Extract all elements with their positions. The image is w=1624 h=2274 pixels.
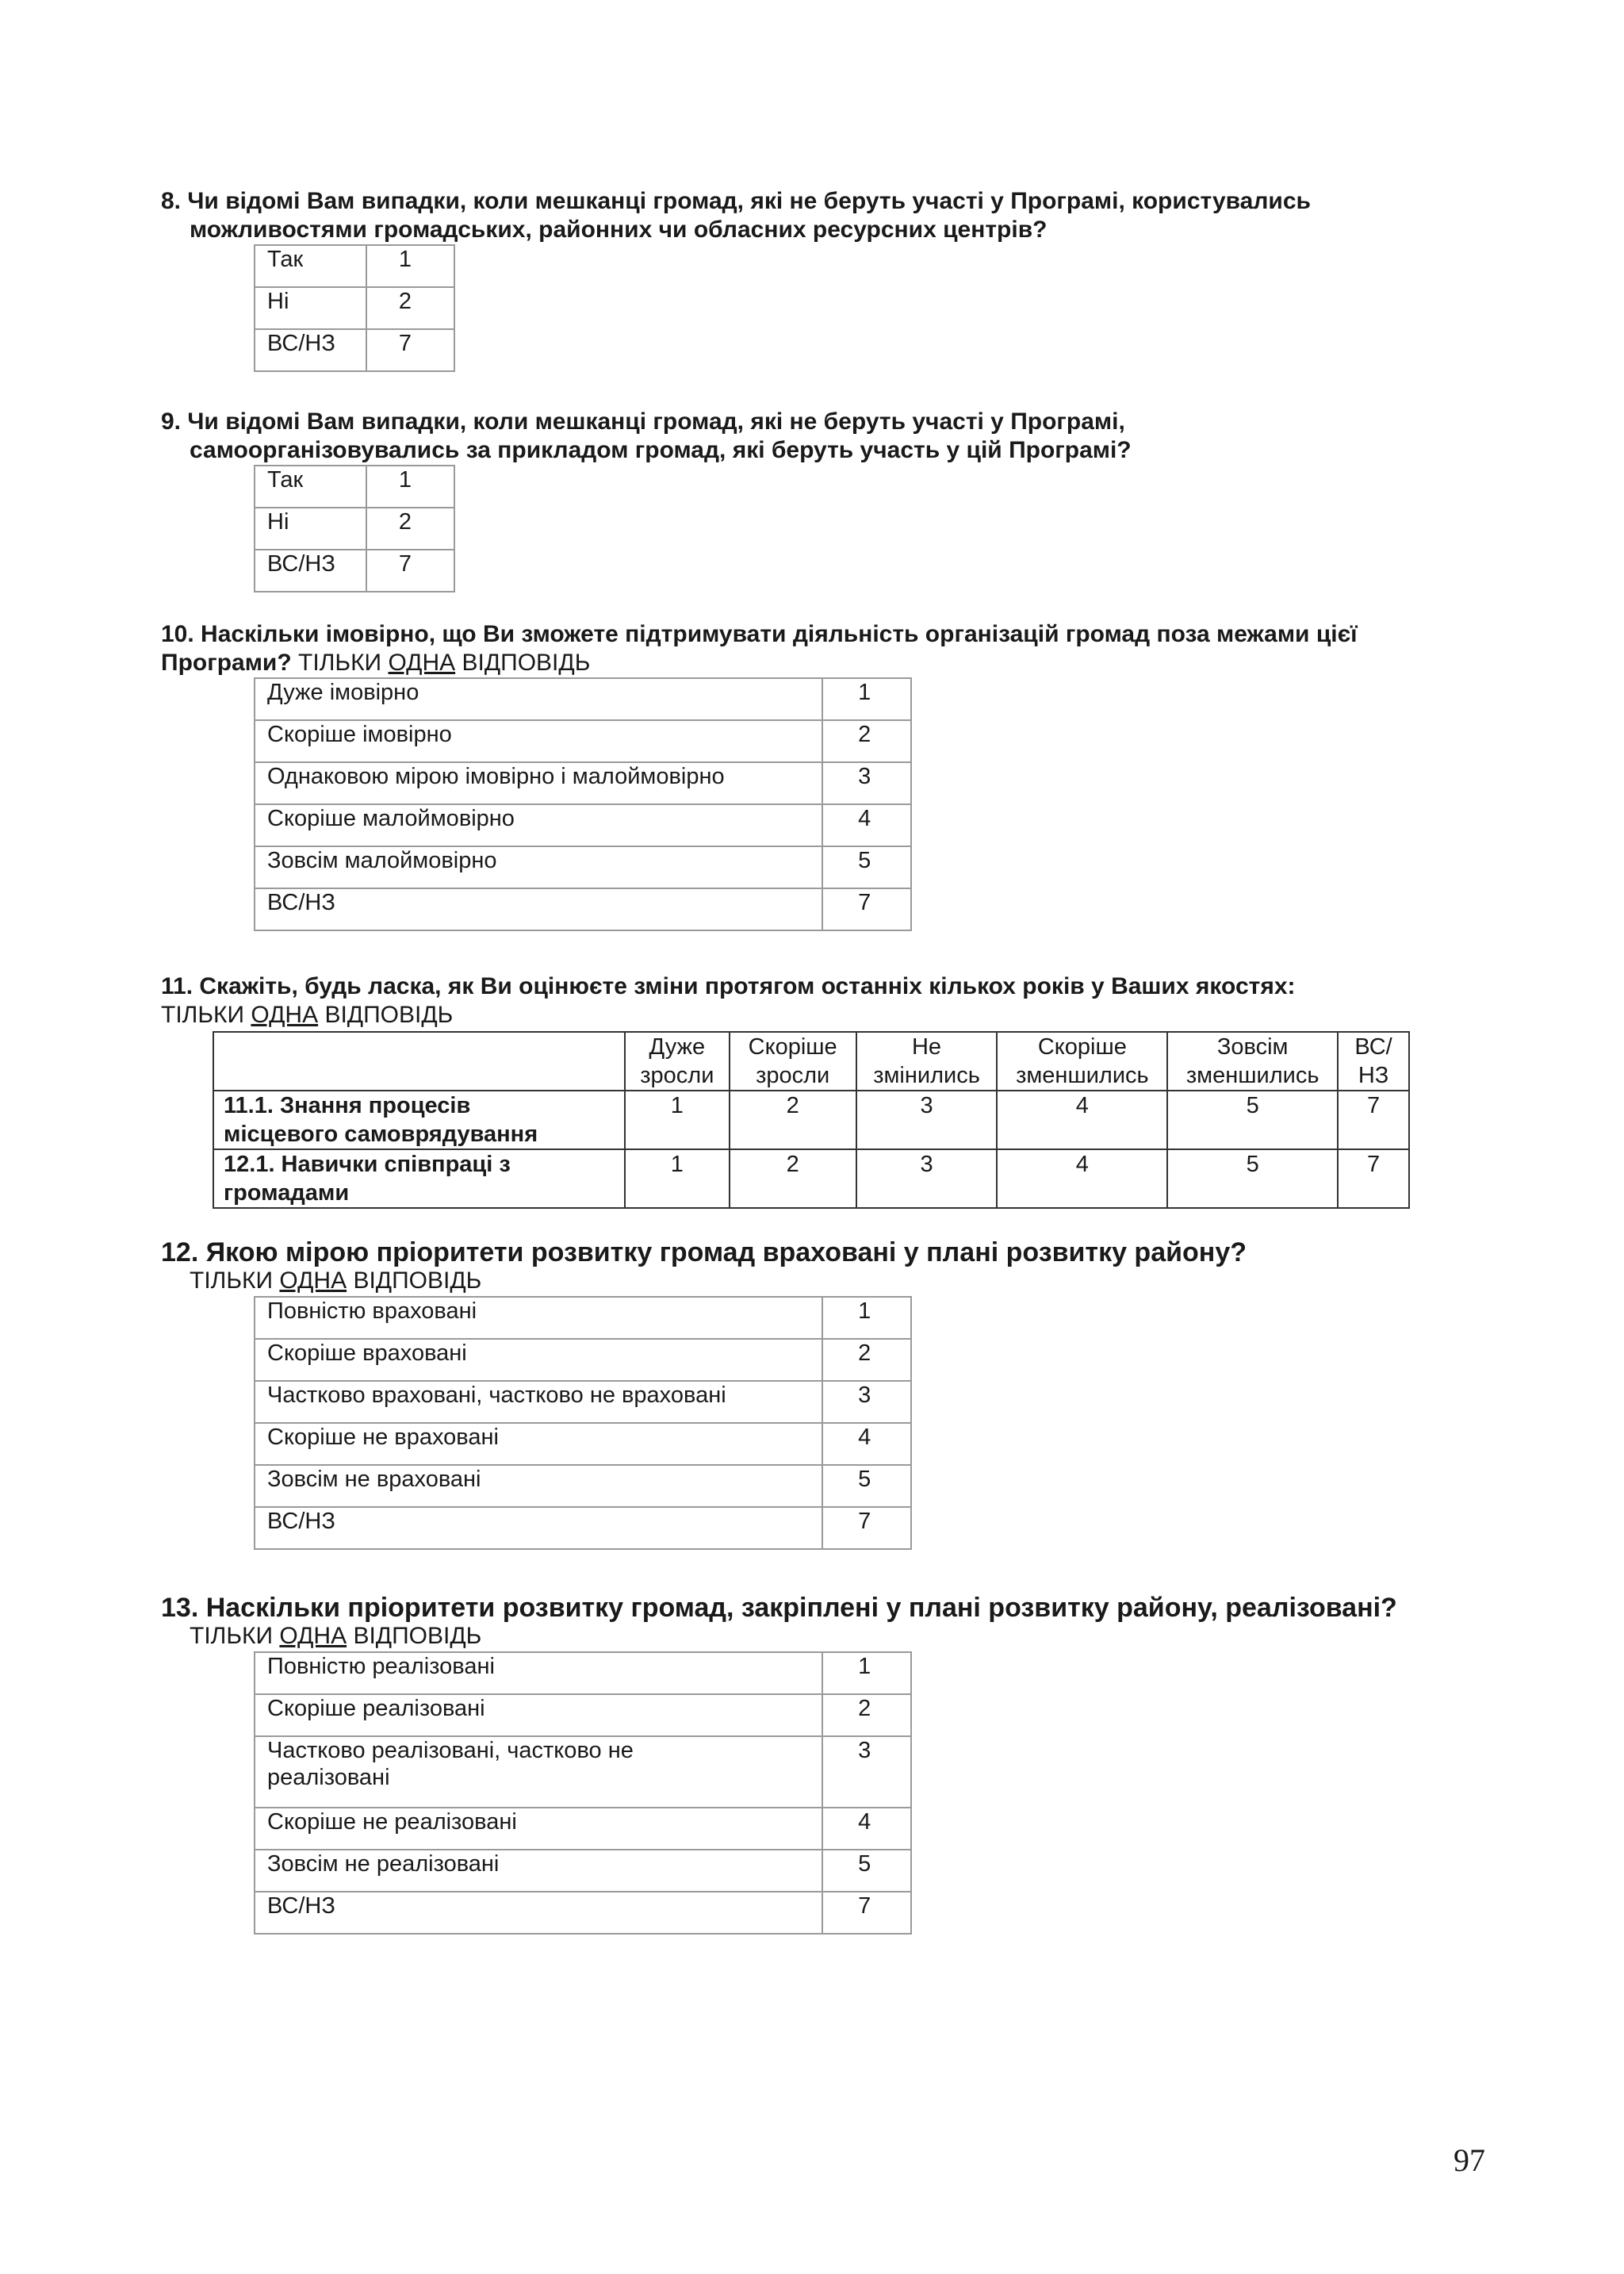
option-label: Зовсім не враховані bbox=[255, 1465, 822, 1507]
option-row[interactable] bbox=[255, 1423, 911, 1465]
option-code: 7 bbox=[366, 550, 454, 592]
option-label: Скоріше не реалізовані bbox=[255, 1808, 822, 1850]
question-8-line1: 8. Чи відомі Вам випадки, коли мешканці громад, які не беруть участі у Програмі, користувались bbox=[161, 188, 1311, 214]
grid-cell[interactable]: 5 bbox=[1167, 1149, 1338, 1208]
option-label: Так bbox=[255, 466, 366, 508]
option-code: 5 bbox=[822, 846, 911, 888]
option-label: Так bbox=[255, 245, 366, 287]
option-row[interactable] bbox=[255, 1808, 911, 1850]
grid-column-header: Зовсім зменшились bbox=[1167, 1032, 1338, 1091]
option-code: 2 bbox=[366, 508, 454, 550]
grid-cell[interactable]: 7 bbox=[1338, 1149, 1409, 1208]
option-label: Ні bbox=[255, 508, 366, 550]
option-row[interactable] bbox=[255, 1892, 911, 1934]
option-row[interactable] bbox=[255, 287, 454, 329]
question-8-options bbox=[254, 244, 455, 372]
option-row[interactable] bbox=[255, 888, 911, 930]
page-number: 97 bbox=[1454, 2142, 1485, 2178]
option-row[interactable] bbox=[255, 804, 911, 846]
option-code: 7 bbox=[822, 1507, 911, 1549]
option-code: 1 bbox=[822, 1297, 911, 1339]
grid-cell[interactable]: 4 bbox=[997, 1149, 1167, 1208]
option-label: Скоріше реалізовані bbox=[255, 1694, 822, 1736]
question-10-line1: 10. Наскільки імовірно, що Ви зможете підтримувати діяльність організацій громад поза межами цієї bbox=[161, 621, 1358, 647]
option-code: 2 bbox=[822, 1339, 911, 1381]
option-label: ВС/НЗ bbox=[255, 1892, 822, 1934]
option-code: 3 bbox=[822, 1381, 911, 1423]
grid-cell[interactable]: 5 bbox=[1167, 1091, 1338, 1149]
option-code: 1 bbox=[822, 1652, 911, 1694]
option-code: 1 bbox=[366, 245, 454, 287]
question-10 bbox=[161, 620, 1358, 677]
option-label: Частково враховані, частково не враховані bbox=[255, 1381, 822, 1423]
option-code: 3 bbox=[822, 1736, 911, 1808]
question-12 bbox=[161, 1237, 1247, 1267]
option-label: Частково реалізовані, частково не реалізовані bbox=[255, 1736, 822, 1808]
grid-cell[interactable]: 1 bbox=[625, 1091, 730, 1149]
question-9-options bbox=[254, 465, 455, 592]
grid-row bbox=[213, 1091, 1409, 1149]
option-code: 4 bbox=[822, 1808, 911, 1850]
option-label: Скоріше малоймовірно bbox=[255, 804, 822, 846]
grid-cell[interactable]: 4 bbox=[997, 1091, 1167, 1149]
option-row[interactable] bbox=[255, 1339, 911, 1381]
option-label: Зовсім не реалізовані bbox=[255, 1850, 822, 1892]
option-label: Повністю реалізовані bbox=[255, 1652, 822, 1694]
question-13 bbox=[161, 1593, 1397, 1623]
question-11-line1: 11. Скажіть, будь ласка, як Ви оцінюєте зміни протягом останніх кількох років у Ваших якостях: bbox=[161, 973, 1296, 999]
option-label: Скоріше не враховані bbox=[255, 1423, 822, 1465]
option-code: 2 bbox=[822, 1694, 911, 1736]
question-9-line2: самоорганізовувались за прикладом громад, які беруть участь у цій Програмі? bbox=[190, 437, 1132, 463]
option-row[interactable] bbox=[255, 1850, 911, 1892]
question-12-options bbox=[254, 1296, 912, 1550]
only-one-answer-note: ТІЛЬКИ ОДНА ВІДПОВІДЬ bbox=[190, 1267, 482, 1294]
option-code: 1 bbox=[822, 678, 911, 720]
grid-cell[interactable]: 2 bbox=[730, 1149, 856, 1208]
option-code: 3 bbox=[822, 762, 911, 804]
option-row[interactable] bbox=[255, 720, 911, 762]
option-label: Скоріше враховані bbox=[255, 1339, 822, 1381]
option-code: 7 bbox=[822, 888, 911, 930]
option-row[interactable] bbox=[255, 1465, 911, 1507]
option-label: ВС/НЗ bbox=[255, 550, 366, 592]
option-label: Дуже імовірно bbox=[255, 678, 822, 720]
question-8-line2: можливостями громадських, районних чи обласних ресурсних центрів? bbox=[190, 217, 1048, 243]
only-one-answer-note: ТІЛЬКИ ОДНА ВІДПОВІДЬ bbox=[161, 1002, 454, 1028]
grid-cell[interactable]: 3 bbox=[856, 1149, 998, 1208]
grid-header-row bbox=[213, 1032, 1409, 1091]
option-label: ВС/НЗ bbox=[255, 329, 366, 371]
option-code: 2 bbox=[822, 720, 911, 762]
option-code: 2 bbox=[366, 287, 454, 329]
grid-column-header: Дуже зросли bbox=[625, 1032, 730, 1091]
question-10-line2: Програми? bbox=[161, 650, 292, 676]
question-12-line1: 12. Якою мірою пріоритети розвитку громад враховані у плані розвитку району? bbox=[161, 1237, 1247, 1267]
option-row[interactable] bbox=[255, 508, 454, 550]
question-9-line1: 9. Чи відомі Вам випадки, коли мешканці громад, які не беруть участі у Програмі, bbox=[161, 408, 1125, 435]
option-row[interactable] bbox=[255, 1381, 911, 1423]
only-one-answer-note: ТІЛЬКИ ОДНА ВІДПОВІДЬ bbox=[298, 650, 591, 676]
grid-cell[interactable]: 7 bbox=[1338, 1091, 1409, 1149]
option-row[interactable] bbox=[255, 1694, 911, 1736]
question-8 bbox=[161, 187, 1311, 244]
option-label: Повністю враховані bbox=[255, 1297, 822, 1339]
option-code: 4 bbox=[822, 804, 911, 846]
grid-column-header: Скоріше зросли bbox=[730, 1032, 856, 1091]
grid-cell[interactable]: 3 bbox=[856, 1091, 998, 1149]
option-row[interactable] bbox=[255, 846, 911, 888]
option-label: ВС/НЗ bbox=[255, 1507, 822, 1549]
option-code: 4 bbox=[822, 1423, 911, 1465]
option-row[interactable] bbox=[255, 466, 454, 508]
option-code: 7 bbox=[822, 1892, 911, 1934]
grid-corner bbox=[213, 1032, 625, 1091]
question-9 bbox=[161, 408, 1132, 465]
option-row[interactable] bbox=[255, 1297, 911, 1339]
option-code: 5 bbox=[822, 1465, 911, 1507]
option-row[interactable] bbox=[255, 550, 454, 592]
option-label: Однаковою мірою імовірно і малоймовірно bbox=[255, 762, 822, 804]
grid-column-header: Не змінились bbox=[856, 1032, 998, 1091]
option-row[interactable] bbox=[255, 1652, 911, 1694]
grid-column-header: ВС/ НЗ bbox=[1338, 1032, 1409, 1091]
option-code: 5 bbox=[822, 1850, 911, 1892]
option-row[interactable] bbox=[255, 1507, 911, 1549]
option-code: 7 bbox=[366, 329, 454, 371]
question-11 bbox=[161, 972, 1296, 1030]
grid-cell[interactable]: 2 bbox=[730, 1091, 856, 1149]
option-row[interactable] bbox=[255, 678, 911, 720]
question-13-line1: 13. Наскільки пріоритети розвитку громад, закріплені у плані розвитку району, реалізовані? bbox=[161, 1593, 1397, 1623]
grid-column-header: Скоріше зменшились bbox=[997, 1032, 1167, 1091]
grid-row bbox=[213, 1149, 1409, 1208]
option-label: Скоріше імовірно bbox=[255, 720, 822, 762]
option-row[interactable] bbox=[255, 329, 454, 371]
option-code: 1 bbox=[366, 466, 454, 508]
option-label: ВС/НЗ bbox=[255, 888, 822, 930]
question-13-options bbox=[254, 1651, 912, 1935]
option-row[interactable] bbox=[255, 762, 911, 804]
only-one-answer-note: ТІЛЬКИ ОДНА ВІДПОВІДЬ bbox=[190, 1623, 482, 1649]
grid-row-label: 12.1. Навички співпраці з громадами bbox=[213, 1149, 625, 1208]
grid-cell[interactable]: 1 bbox=[625, 1149, 730, 1208]
question-10-options bbox=[254, 677, 912, 931]
option-label: Ні bbox=[255, 287, 366, 329]
grid-row-label: 11.1. Знання процесів місцевого самоврядування bbox=[213, 1091, 625, 1149]
question-11-grid bbox=[213, 1031, 1410, 1209]
option-label: Зовсім малоймовірно bbox=[255, 846, 822, 888]
option-row[interactable] bbox=[255, 245, 454, 287]
option-row[interactable] bbox=[255, 1736, 911, 1808]
